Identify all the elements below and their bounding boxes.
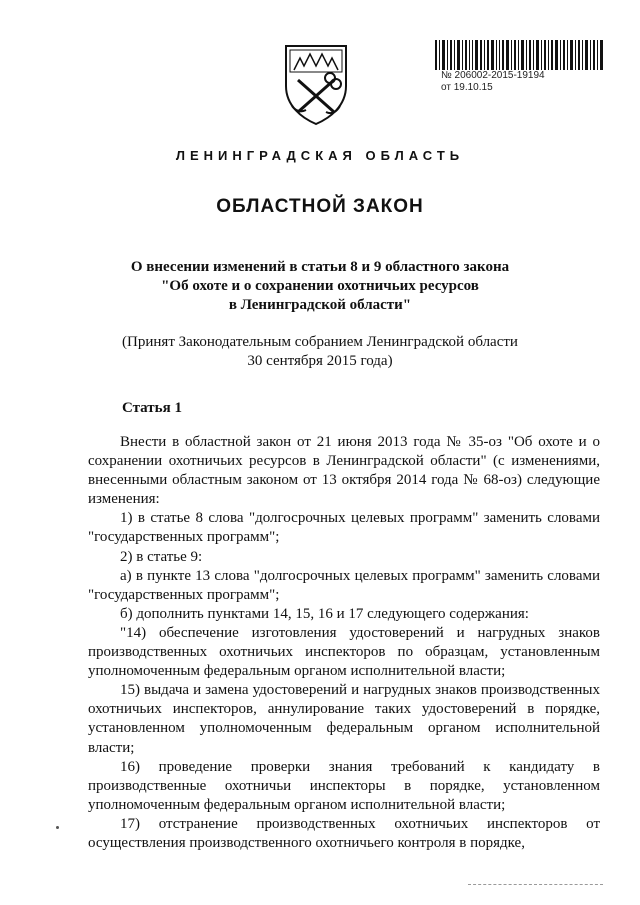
registration-block <box>435 40 605 94</box>
region-name: ЛЕНИНГРАДСКАЯ ОБЛАСТЬ <box>175 148 465 163</box>
paragraph: 1) в статье 8 слова "долгосрочных целевых программ" заменить словами "государственных программ"; <box>88 510 600 546</box>
article-body <box>88 433 600 853</box>
adoption-note-line: (Принят Законодательным собранием Ленинградской области <box>122 334 518 350</box>
law-title-line: в Ленинградской области" <box>228 297 412 313</box>
leningrad-oblast-coat-of-arms-icon <box>280 40 352 126</box>
law-title-line: О внесении изменений в статьи 8 и 9 областного закона <box>130 259 510 275</box>
scan-speck <box>56 826 59 829</box>
registration-number: № 206002-2015-19194 <box>441 70 545 81</box>
paragraph: 2) в статье 9: <box>120 548 203 565</box>
paragraph: 17) отстранение производственных охотничьих инспекторов от осуществления производственного охотничьего контроля в порядке, <box>88 815 600 851</box>
paragraph: б) дополнить пунктами 14, 15, 16 и 17 следующего содержания: <box>120 605 529 622</box>
paragraph: Внести в областной закон от 21 июня 2013 года № 35-оз "Об охоте и о сохранении охотничьих ресурсов в Ленинградской области" (с изменениями, внесенными областным законом от 13 октября 2014 года № 68-оз) следующие изменения: <box>88 434 600 508</box>
paragraph: а) в пункте 13 слова "долгосрочных целевых программ" заменить словами "государственных программ"; <box>88 567 600 603</box>
paragraph: "14) обеспечение изготовления удостоверений и нагрудных знаков производственных охотничьих инспекторов по образцам, установленным уполномоченным федеральным органом исполнительной власти; <box>88 624 600 680</box>
adoption-note <box>90 333 550 371</box>
adoption-note-line: 30 сентября 2015 года) <box>247 353 393 369</box>
law-title-line: "Об охоте и о сохранении охотничьих ресурсов <box>161 278 479 294</box>
paragraph: 15) выдача и замена удостоверений и нагрудных знаков производственных охотничьих инспекторов, аннулирование таких удостоверений в порядке, установленном уполномоченным федеральным органом исполнительной власти; <box>88 682 600 756</box>
document-type: ОБЛАСТНОЙ ЗАКОН <box>216 196 424 217</box>
law-title <box>90 258 550 315</box>
paragraph: 16) проведение проверки знания требований к кандидату в производственные охотничьи инспекторы в порядке, установленном уполномоченным федеральным органом исполнительной власти; <box>88 758 600 813</box>
registration-date: от 19.10.15 <box>441 82 493 93</box>
scan-artifact-line <box>468 884 603 887</box>
barcode-icon <box>435 40 605 70</box>
article-heading: Статья 1 <box>122 400 182 416</box>
